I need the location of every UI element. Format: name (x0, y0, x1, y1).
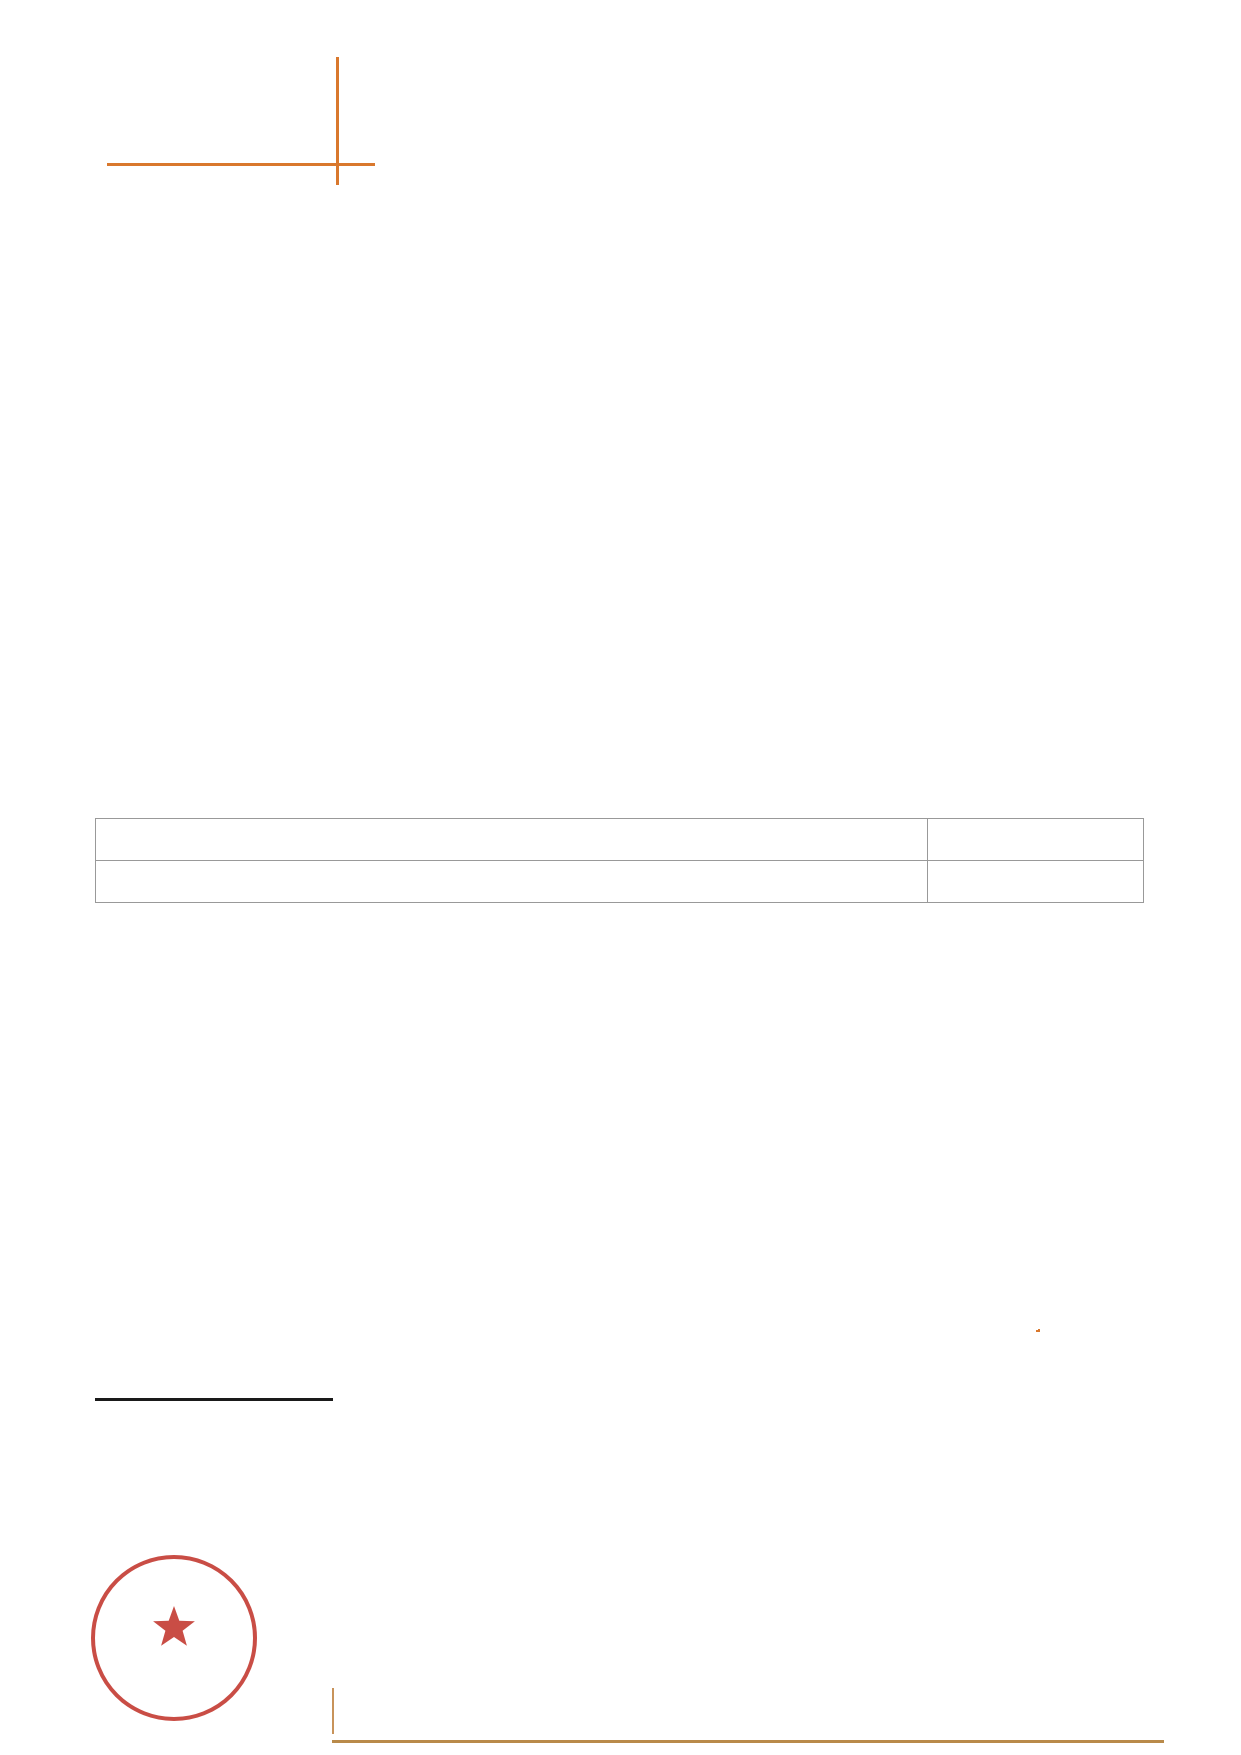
summary-table (95, 818, 1144, 903)
field-row-internal-no (95, 541, 995, 569)
qr-code (963, 1256, 1113, 1406)
field-row-manufacturer (95, 577, 995, 605)
field-row-sgs-job-no (95, 500, 995, 528)
inspection-seal-stamp (86, 1550, 262, 1726)
footer-rule (332, 1740, 1164, 1743)
field-label (95, 648, 297, 676)
summary-table-header-row (96, 819, 1144, 861)
summary-cell-requirement (96, 861, 928, 903)
field-label (95, 612, 297, 640)
footer-address-row-cn (338, 1711, 1164, 1736)
applicant-block (95, 272, 995, 291)
field-row-sample-received (95, 612, 995, 640)
summary-header-requirement (96, 819, 928, 861)
footer-address-block (338, 1686, 1164, 1736)
sgs-logo (95, 50, 395, 195)
field-label (95, 500, 297, 528)
field-row-test-period (95, 648, 995, 676)
logo-vertical-line (336, 57, 339, 185)
stamp-star-icon (153, 1606, 195, 1646)
field-label (95, 755, 297, 783)
qr-code-block (963, 1256, 1113, 1408)
summary-cell-conclusion (928, 861, 1144, 903)
field-value (297, 612, 995, 640)
field-value (297, 541, 995, 569)
logo-horizontal-line (107, 163, 375, 166)
field-label (95, 577, 297, 605)
field-value (297, 648, 995, 676)
field-value (297, 719, 995, 747)
field-label (95, 683, 297, 711)
qr-sgs-mini-logo (1036, 1329, 1040, 1332)
report-fields (95, 500, 995, 790)
table-row (96, 861, 1144, 903)
field-row-test-requested (95, 683, 995, 711)
signature-line (95, 1398, 333, 1401)
field-row-test-method (95, 719, 995, 747)
field-value (297, 500, 995, 528)
footer-address-divider (332, 1688, 334, 1734)
summary-header-conclusion (928, 819, 1144, 861)
footer-address-row-en (338, 1686, 1164, 1711)
field-label (95, 541, 297, 569)
report-header (95, 212, 1165, 246)
field-label (95, 719, 297, 747)
field-row-test-result (95, 755, 995, 783)
qr-center-logo (1014, 1313, 1062, 1347)
field-value (297, 683, 995, 711)
field-value (297, 577, 995, 605)
field-value (297, 755, 995, 783)
